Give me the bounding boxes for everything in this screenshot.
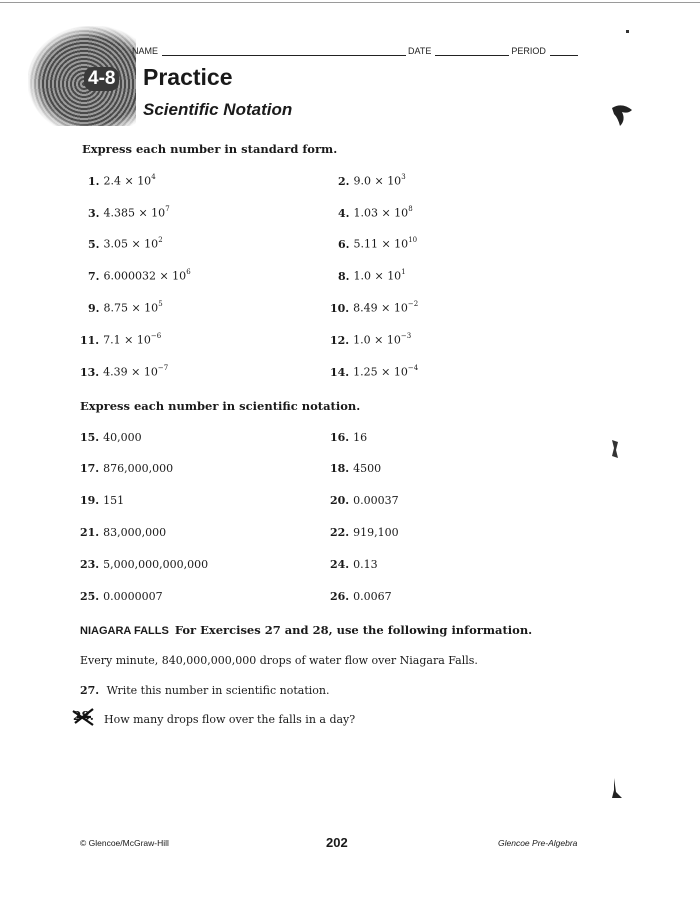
exercise-item: 24. 0.13 [330,558,378,571]
section1-instruction: Express each number in standard form. [82,142,338,156]
exercise-item: 19. 151 [80,494,125,507]
exercise-item: 18. 4500 [330,462,382,475]
name-label: NAME [132,46,159,56]
exercise-item: 21. 83,000,000 [80,526,167,539]
question-27: 27. Write this number in scientific notation. [80,684,330,697]
exercise-item: 4. $1.03 \times 10^8$ [338,205,413,220]
footer-book-title: Glencoe Pre-Algebra [498,838,578,848]
question-28: How many drops flow over the falls in a day? [104,713,356,726]
exercise-item: 11. $7.1 \times 10^{-6}$ [80,332,162,347]
footer-page-number: 202 [326,835,348,850]
exercise-item: 14. $1.25 \times 10^{-4}$ [330,364,419,379]
exercise-item: 26. 0.0067 [330,590,392,603]
niagara-heading: NIAGARA FALLS For Exercises 27 and 28, use the following information. [80,623,533,637]
scan-dot [626,30,629,33]
question-28-number: 28. [73,709,94,723]
exercise-item: 2. $9.0 \times 10^3$ [338,173,406,188]
scan-blot-icon [608,438,622,460]
exercise-item: 16. 16 [330,431,368,444]
exercise-item: 12. $1.0 \times 10^{-3}$ [330,332,412,347]
lesson-badge-graphic [28,26,136,126]
footer-copyright: © Glencoe/McGraw-Hill [80,838,169,848]
period-field[interactable] [550,46,578,56]
page-title: Practice [143,64,233,90]
exercise-item: 23. 5,000,000,000,000 [80,558,209,571]
exercise-item: 6. $5.11 \times 10^{10}$ [338,236,418,251]
exercise-item: 17. 876,000,000 [80,462,174,475]
top-border-line [0,2,700,3]
date-label: DATE [408,46,432,56]
exercise-item: 7. $6.000032 \times 10^6$ [88,268,191,283]
exercise-item: 1. $2.4 \times 10^4$ [88,173,156,188]
section2-instruction: Express each number in scientific notation. [80,399,361,413]
exercise-item: 10. $8.49 \times 10^{-2}$ [330,300,419,315]
date-field[interactable] [435,46,509,56]
scan-blot-icon [608,776,624,802]
exercise-item: 3. $4.385 \times 10^7$ [88,205,170,220]
niagara-info: Every minute, 840,000,000,000 drops of water flow over Niagara Falls. [80,654,478,667]
exercise-item: 13. $4.39 \times 10^{-7}$ [80,364,169,379]
page-subtitle: Scientific Notation [143,100,293,119]
exercise-item: 5. $3.05 \times 10^2$ [88,236,163,251]
exercise-item: 20. 0.00037 [330,494,399,507]
exercise-item: 8. $1.0 \times 10^1$ [338,268,406,283]
exercise-item: 22. 919,100 [330,526,399,539]
lesson-number: 4-8 [84,67,119,91]
name-field[interactable] [162,46,406,56]
student-info-line [132,46,600,56]
scan-blot-icon [608,102,638,128]
scribble-mark-icon [71,707,97,727]
exercise-item: 9. $8.75 \times 10^5$ [88,300,163,315]
period-label: PERIOD [511,46,546,56]
exercise-item: 25. 0.0000007 [80,590,163,603]
exercise-item: 15. 40,000 [80,431,142,444]
